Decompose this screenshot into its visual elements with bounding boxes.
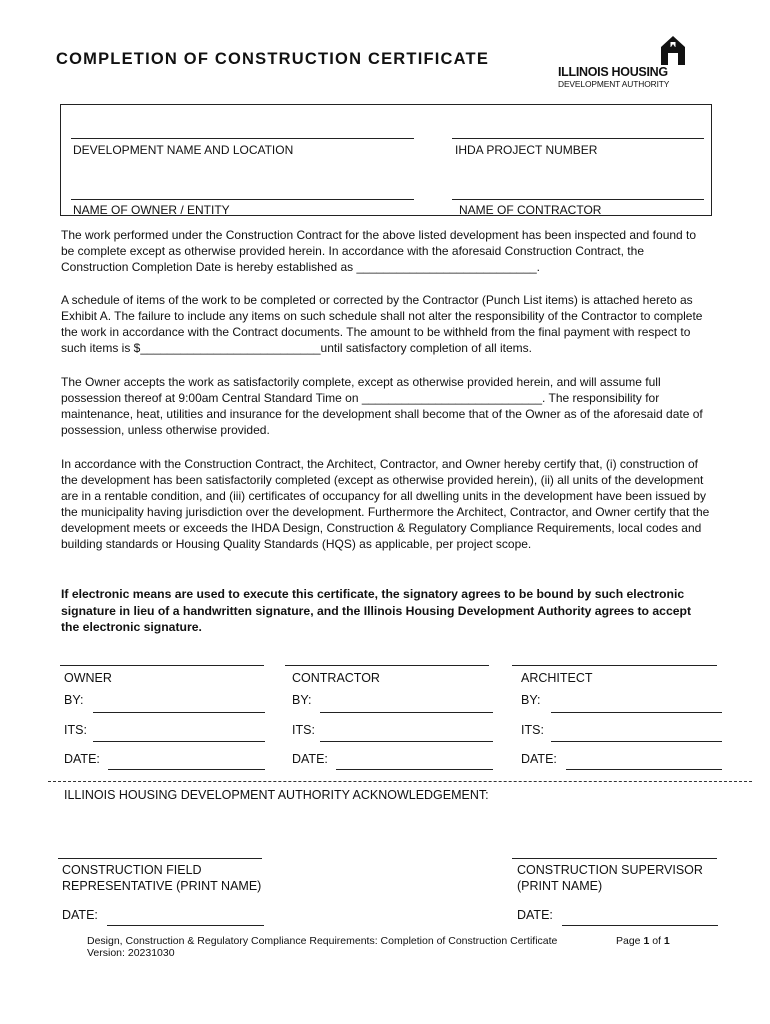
architect-signature-line[interactable] [512, 665, 717, 666]
field-rep-date-label: DATE: [62, 908, 98, 922]
page-current: 1 [643, 935, 650, 947]
supervisor-label-2: (PRINT NAME) [517, 879, 603, 893]
paragraph-certification: In accordance with the Construction Contract, the Architect, Contractor, and Owner hereby certify that, (i) construction of the development has been satisfactorily completed (except as otherwise provided herein), (ii) all units of the development are in a rentable condition, and (iii) certificates of occupancy for all dwelling units in the development have been issued by the municipality having jurisdiction over the development. Furthermore the Architect, Contractor, and Owner certify that the development meets or exceeds the IHDA Design, Construction & Regulatory Compliance Requirements, local codes and building standards or Housing Quality Standards (HQS) as applicable, per project scope. [61, 457, 710, 551]
owner-date-label: DATE: [64, 752, 100, 766]
development-line[interactable] [71, 138, 414, 139]
house-logo-icon [658, 35, 688, 65]
logo-name: ILLINOIS HOUSING [558, 65, 668, 79]
project-info-box [60, 104, 712, 216]
supervisor-date-label: DATE: [517, 908, 553, 922]
contractor-its-label: ITS: [292, 723, 315, 737]
page-total: 1 [663, 935, 670, 947]
contractor-date-line[interactable] [336, 769, 493, 770]
architect-by-line[interactable] [551, 712, 722, 713]
paragraph-owner-acceptance: The Owner accepts the work as satisfactorily complete, except as otherwise provided herein, and will assume full possession thereof at 9:00am Central Standard Time on ___________________________. The responsibility for maintenance, heat, utilities and insurance for the development shall become that of the Owner as of the aforesaid date of possession, unless otherwise provided. [61, 375, 703, 437]
owner-its-label: ITS: [64, 723, 87, 737]
owner-its-line[interactable] [93, 741, 265, 742]
footer-doc-title: Design, Construction & Regulatory Compliance Requirements: Completion of Construction Certificate [87, 935, 558, 947]
architect-label: ARCHITECT [521, 671, 593, 685]
project-number-label: IHDA PROJECT NUMBER [455, 143, 598, 157]
development-label: DEVELOPMENT NAME AND LOCATION [73, 143, 294, 157]
owner-date-line[interactable] [108, 769, 265, 770]
contractor-by-label: BY: [292, 693, 312, 707]
page-prefix: Page [616, 935, 641, 947]
paragraph-completion-date: The work performed under the Construction Contract for the above listed development has been inspected and found to be complete except as otherwise provided herein. In accordance with the aforesaid Construction Contract, the Construction Completion Date is hereby established as ___________________________. [61, 228, 697, 274]
supervisor-label-1: CONSTRUCTION SUPERVISOR [517, 863, 703, 877]
owner-by-line[interactable] [93, 712, 265, 713]
paragraph-punch-list: A schedule of items of the work to be completed or corrected by the Contractor (Punch List items) is attached hereto as Exhibit A. The failure to include any items on such schedule shall not alter the responsibility of the Contractor to complete the work in accordance with the Contract documents. The amount to be withheld from the final payment with respect to such items is $___________________________until satisfactory completion of all items. [61, 293, 703, 355]
contractor-by-line[interactable] [320, 712, 493, 713]
field-rep-date-line[interactable] [107, 925, 264, 926]
supervisor-date-line[interactable] [562, 925, 718, 926]
owner-entity-label: NAME OF OWNER / ENTITY [73, 203, 230, 217]
contractor-name-label: NAME OF CONTRACTOR [459, 203, 602, 217]
field-rep-signature-line[interactable] [58, 858, 262, 859]
owner-label: OWNER [64, 671, 112, 685]
field-rep-label-2: REPRESENTATIVE (PRINT NAME) [62, 879, 262, 893]
supervisor-signature-line[interactable] [512, 858, 717, 859]
ihda-logo [558, 35, 690, 91]
contractor-signature-line[interactable] [285, 665, 489, 666]
architect-by-label: BY: [521, 693, 541, 707]
paragraph-electronic-signature: If electronic means are used to execute this certificate, the signatory agrees to be bound by such electronic signature in lieu of a handwritten signature, and the Illinois Housing Development Authority agrees to accept the electronic signature. [61, 587, 692, 634]
section-divider [48, 781, 752, 782]
architect-its-line[interactable] [551, 741, 722, 742]
project-number-line[interactable] [452, 138, 704, 139]
architect-date-line[interactable] [566, 769, 722, 770]
owner-entity-line[interactable] [71, 199, 414, 200]
architect-date-label: DATE: [521, 752, 557, 766]
ack-heading: ILLINOIS HOUSING DEVELOPMENT AUTHORITY ACKNOWLEDGEMENT: [64, 788, 489, 802]
contractor-its-line[interactable] [320, 741, 493, 742]
logo-subtitle: DEVELOPMENT AUTHORITY [558, 79, 670, 89]
contractor-name-line[interactable] [452, 199, 704, 200]
page-of: of [652, 935, 661, 947]
owner-signature-line[interactable] [60, 665, 264, 666]
contractor-date-label: DATE: [292, 752, 328, 766]
contractor-label: CONTRACTOR [292, 671, 380, 685]
page-number [616, 935, 670, 947]
field-rep-label-1: CONSTRUCTION FIELD [62, 863, 202, 877]
footer-version: Version: 20231030 [87, 947, 175, 959]
page-title: COMPLETION OF CONSTRUCTION CERTIFICATE [56, 50, 490, 68]
architect-its-label: ITS: [521, 723, 544, 737]
owner-by-label: BY: [64, 693, 84, 707]
